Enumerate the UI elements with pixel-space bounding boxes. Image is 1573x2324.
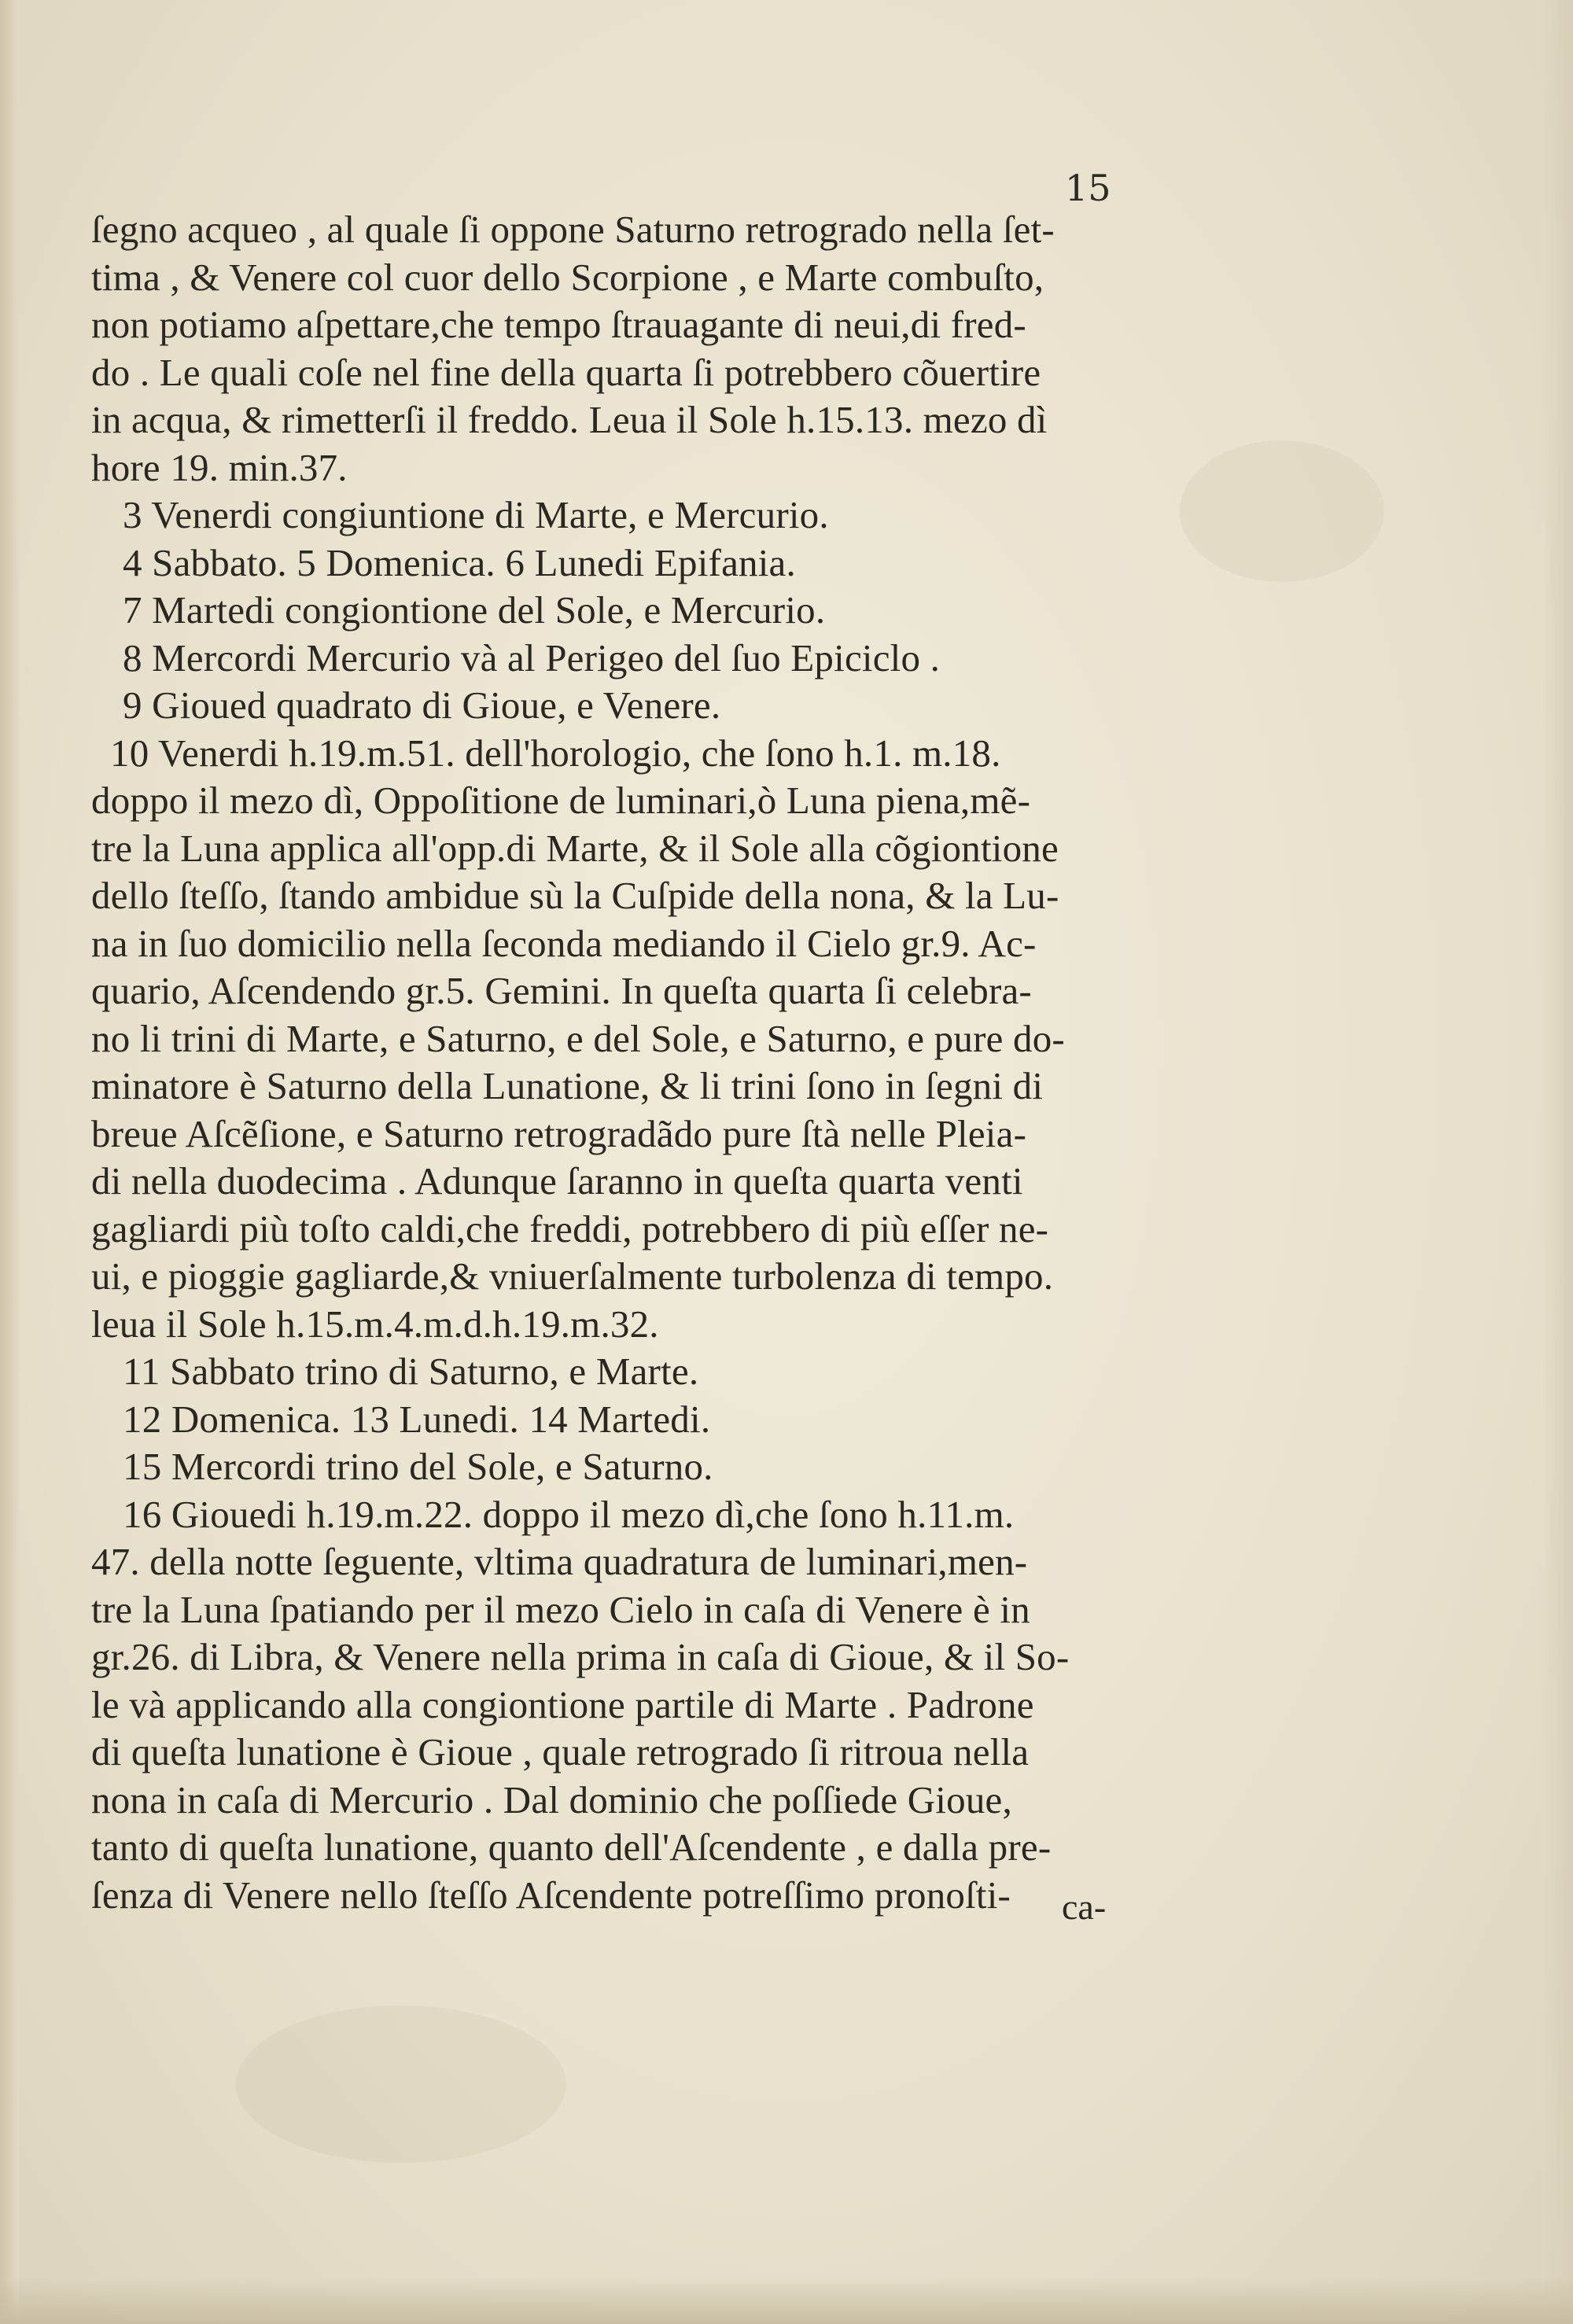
text-line: 12 Domenica. 13 Lunedi. 14 Martedi. xyxy=(123,1397,711,1441)
text-line: leua il Sole h.15.m.4.m.d.h.19.m.32. xyxy=(91,1302,659,1346)
text-line: le và applicando alla congiontione partile di Marte . Padrone xyxy=(91,1682,1034,1726)
page-gutter xyxy=(0,0,19,2324)
text-line: quario, Aſcendendo gr.5. Gemini. In queſta quarta ſi celebra- xyxy=(91,969,1032,1012)
text-line: 3 Venerdi congiuntione di Marte, e Mercurio. xyxy=(123,493,829,536)
text-line: gr.26. di Libra, & Venere nella prima in caſa di Gioue, & il So- xyxy=(91,1635,1070,1678)
text-line: ſenza di Venere nello ſteſſo Aſcendente potreſſimo pronoſti- xyxy=(91,1873,1011,1917)
text-line: di nella duodecima . Adunque ſaranno in queſta quarta venti xyxy=(91,1159,1023,1203)
text-line: dello ſteſſo, ſtando ambidue sù la Cuſpide della nona, & la Lu- xyxy=(91,874,1059,917)
text-line: 11 Sabbato trino di Saturno, e Marte. xyxy=(123,1350,699,1393)
text-line: na in ſuo domicilio nella ſeconda mediando il Cielo gr.9. Ac- xyxy=(91,921,1037,965)
text-line: 16 Giouedi h.19.m.22. doppo il mezo dì,che ſono h.11.m. xyxy=(123,1492,1015,1536)
text-line: di queſta lunatione è Gioue , quale retrogrado ſi ritroua nella xyxy=(91,1730,1030,1773)
text-line: 15 Mercordi trino del Sole, e Saturno. xyxy=(123,1445,713,1488)
text-line: nona in caſa di Mercurio . Dal dominio che poſſiede Gioue, xyxy=(91,1777,1012,1821)
text-line: tre la Luna applica all'opp.di Marte, & il Sole alla cõgiontione xyxy=(91,826,1059,870)
paper-stain xyxy=(1180,440,1384,582)
page-edge-bottom xyxy=(0,2277,1573,2324)
text-line: 10 Venerdi h.19.m.51. dell'horologio, che ſono h.1. m.18. xyxy=(110,731,1001,775)
text-line: in acqua, & rimetterſi il freddo. Leua il Sole h.15.13. mezo dì xyxy=(91,398,1048,441)
text-line: doppo il mezo dì, Oppoſitione de luminari,ò Luna piena,mẽ- xyxy=(91,779,1031,822)
text-line: ſegno acqueo , al quale ſi oppone Saturno retrogrado nella ſet- xyxy=(91,208,1055,251)
text-line: tanto di queſta lunatione, quanto dell'Aſcendente , e dalla pre- xyxy=(91,1825,1052,1869)
text-line: 4 Sabbato. 5 Domenica. 6 Lunedi Epifania. xyxy=(123,540,796,584)
text-line: no li trini di Marte, e Saturno, e del Sole, e Saturno, e pure do- xyxy=(91,1016,1065,1060)
text-line: 47. della notte ſeguente, vltima quadratura de luminari,men- xyxy=(91,1540,1028,1583)
text-line: tre la Luna ſpatiando per il mezo Cielo in caſa di Venere è in xyxy=(91,1587,1030,1631)
catchword: ca- xyxy=(1062,1887,1107,1927)
text-line: 8 Mercordi Mercurio và al Perigeo del ſuo Epiciclo . xyxy=(123,635,941,680)
paper-stain xyxy=(236,2005,566,2163)
text-line: ui, e pioggie gagliarde,& vniuerſalmente turbolenza di tempo. xyxy=(91,1254,1054,1298)
text-line: 7 Martedi congiontione del Sole, e Mercurio. xyxy=(123,588,826,632)
text-line: do . Le quali coſe nel fine della quarta ſi potrebbero cõuertire xyxy=(91,350,1041,394)
text-line: hore 19. min.37. xyxy=(91,445,348,489)
page-edge-right xyxy=(1542,0,1573,2324)
text-line: minatore è Saturno della Lunatione, & li trini ſono in ſegni di xyxy=(91,1064,1044,1107)
page-number: 15 xyxy=(1065,167,1111,209)
text-line: gagliardi più toſto caldi,che freddi, potrebbero di più eſſer ne- xyxy=(91,1206,1049,1250)
body-text xyxy=(91,206,1177,1919)
text-line: 9 Gioued quadrato di Gioue, e Venere. xyxy=(123,683,721,727)
text-line: non potiamo aſpettare,che tempo ſtrauagante di neui,di fred- xyxy=(91,303,1026,346)
text-line: tima , & Venere col cuor dello Scorpione , e Marte combuſto, xyxy=(91,255,1044,299)
text-line: breue Aſcẽſione, e Saturno retrogradãdo pure ſtà nelle Pleia- xyxy=(91,1111,1027,1155)
